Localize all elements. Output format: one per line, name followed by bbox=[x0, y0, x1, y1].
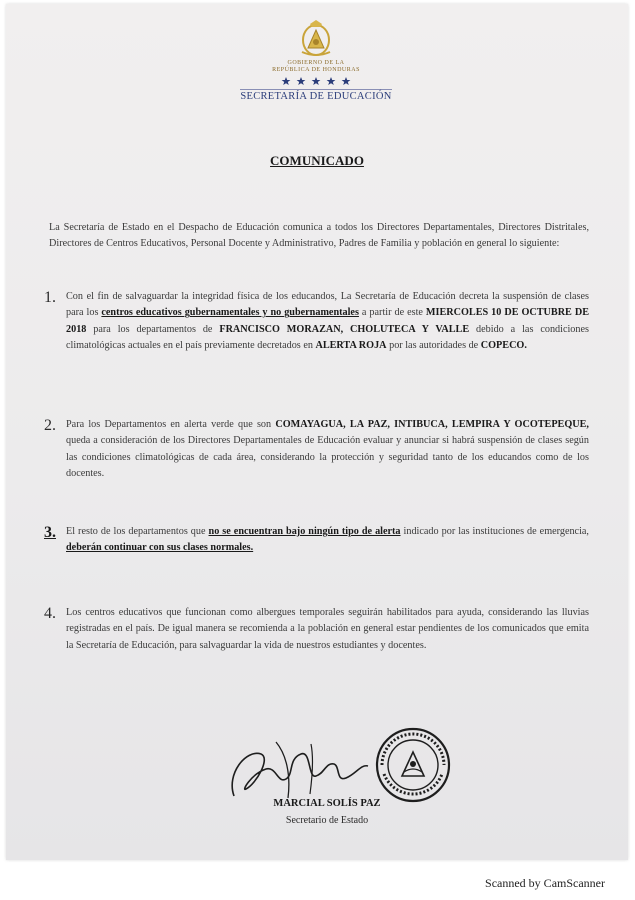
item-number: 3. bbox=[44, 524, 56, 541]
item-number: 4. bbox=[44, 605, 56, 622]
list-item-3 bbox=[44, 524, 589, 557]
list-item-4 bbox=[44, 605, 589, 654]
document-page bbox=[6, 4, 628, 860]
official-seal-icon bbox=[374, 726, 452, 804]
item-text: El resto de los departamentos que no se encuentran bajo ningún tipo de alerta indicado por las instituciones de emergencia, deberán continuar con sus clases normales. bbox=[66, 526, 589, 554]
document-title: COMUNICADO bbox=[270, 153, 364, 168]
gov-line-2: REPÚBLICA DE HONDURAS bbox=[272, 67, 360, 73]
item-text: Con el fin de salvaguardar la integridad física de los educandos, La Secretaría de Educación decreta la suspensión de clases para los centros educativos gubernamentales y no gubernamentales a partir de este MIERCOLES 10 DE OCTUBRE DE 2018 para los departamentos de FRANCISCO MORAZAN, CHOLUTECA Y VALLE debido a las condiciones climatológicas actuales en el país previamente decretados en ALERTA ROJA por las autoridades de COPECO. bbox=[66, 291, 589, 351]
intro-paragraph: La Secretaría de Estado en el Despacho de Educación comunica a todos los Directores Departamentales, Directores Distritales, Directores de Centros Educativos, Personal Docente y Administrativo, Padres de Familia y población en general lo siguiente: bbox=[49, 222, 589, 250]
scanner-watermark: Scanned by CamScanner bbox=[485, 876, 605, 890]
letterhead bbox=[206, 18, 426, 104]
list-item-1 bbox=[44, 289, 589, 354]
honduras-coat-of-arms-icon bbox=[294, 18, 338, 60]
item-text: Los centros educativos que funcionan como albergues temporales seguirán habilitados para ayuda, considerando las lluvias registradas en el país. De igual manera se recomienda a la población en general estar pendientes de los comunicados que emita la Secretaría de Educación, para salvaguardar la vida de nuestros estudiantes y docentes. bbox=[66, 607, 589, 651]
signatory-title: Secretario de Estado bbox=[285, 815, 369, 826]
handwritten-signature-icon bbox=[216, 734, 376, 804]
item-number: 2. bbox=[44, 417, 56, 434]
signatory-name: MARCIAL SOLÍS PAZ bbox=[273, 798, 381, 809]
ministry-name: SECRETARÍA DE EDUCACIÓN bbox=[240, 91, 392, 102]
list-item-2 bbox=[44, 417, 589, 482]
item-number: 1. bbox=[44, 289, 56, 306]
item-text: Para los Departamentos en alerta verde que son COMAYAGUA, LA PAZ, INTIBUCA, LEMPIRA Y OCOTEPEQUE, queda a consideración de los Directores Departamentales de Educación evaluar y anunciar si habrá suspensión de clases según las condiciones climatológicas de cada área, considerando la protección y seguridad tanto de los educandos como de los docentes. bbox=[66, 419, 589, 479]
gov-line-1: GOBIERNO DE LA bbox=[287, 60, 345, 66]
stars-icon bbox=[281, 76, 351, 86]
